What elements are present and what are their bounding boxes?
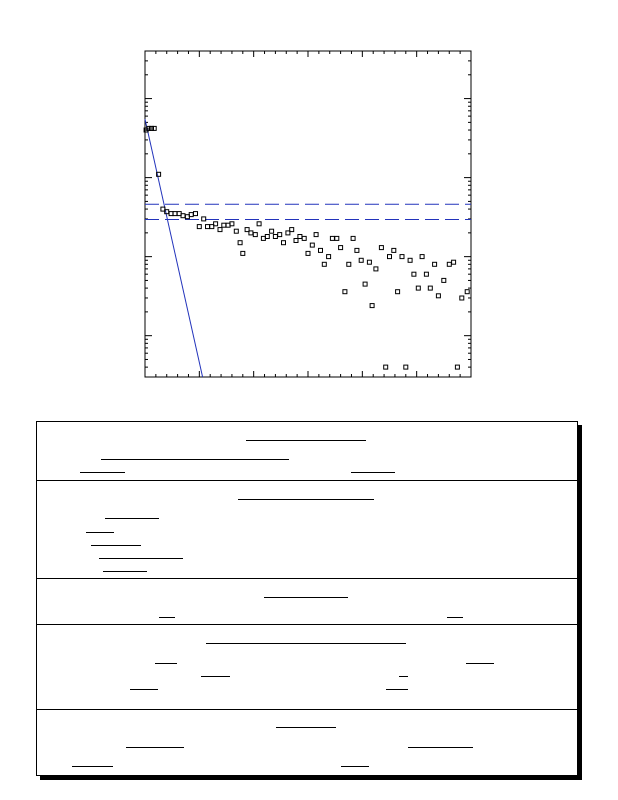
- data-point: [343, 290, 347, 294]
- data-point: [339, 246, 343, 250]
- data-point: [222, 223, 226, 227]
- data-point: [367, 260, 371, 264]
- data-point: [257, 222, 261, 226]
- panel-section: [37, 480, 577, 579]
- data-point: [416, 286, 420, 290]
- data-point: [400, 255, 404, 259]
- data-point: [396, 290, 400, 294]
- data-point: [152, 126, 156, 130]
- data-point: [241, 251, 245, 255]
- data-point: [202, 217, 206, 221]
- data-point: [384, 365, 388, 369]
- data-point: [234, 229, 238, 233]
- fit-line: [145, 119, 203, 377]
- data-point: [388, 255, 392, 259]
- data-point: [282, 241, 286, 245]
- panel-section: [37, 422, 577, 481]
- data-point: [302, 236, 306, 240]
- data-point: [335, 236, 339, 240]
- data-point: [310, 243, 314, 247]
- data-point: [197, 225, 201, 229]
- data-point: [327, 255, 331, 259]
- panel-section: [37, 625, 577, 710]
- data-point: [424, 272, 428, 276]
- data-point: [150, 126, 154, 130]
- data-point: [452, 260, 456, 264]
- data-point: [363, 282, 367, 286]
- data-point: [408, 258, 412, 262]
- data-point: [278, 233, 282, 237]
- data-point: [428, 286, 432, 290]
- panel-section: [37, 579, 577, 625]
- data-point: [447, 262, 451, 266]
- data-point: [412, 272, 416, 276]
- data-point: [294, 239, 298, 243]
- panel-section: [37, 710, 577, 775]
- data-point: [436, 294, 440, 298]
- data-point: [370, 304, 374, 308]
- data-point: [322, 262, 326, 266]
- data-point: [442, 278, 446, 282]
- data-point: [404, 365, 408, 369]
- data-point: [306, 251, 310, 255]
- data-point: [392, 248, 396, 252]
- data-point: [347, 262, 351, 266]
- data-point: [455, 365, 459, 369]
- data-point: [351, 236, 355, 240]
- data-point: [314, 233, 318, 237]
- data-point: [359, 258, 363, 262]
- data-point: [465, 290, 469, 294]
- data-point: [218, 228, 222, 232]
- data-point: [420, 255, 424, 259]
- data-point: [253, 233, 257, 237]
- reference-lines: [145, 119, 471, 377]
- data-point: [273, 235, 277, 239]
- data-point: [374, 267, 378, 271]
- data-point: [460, 296, 464, 300]
- data-point: [270, 229, 274, 233]
- data-point: [379, 246, 383, 250]
- data-point: [355, 248, 359, 252]
- data-point: [206, 225, 210, 229]
- data-point: [194, 212, 198, 216]
- data-point: [433, 262, 437, 266]
- data-point: [238, 241, 242, 245]
- info-panel: [36, 421, 578, 776]
- data-point: [330, 236, 334, 240]
- data-point: [319, 248, 323, 252]
- data-point: [298, 235, 302, 239]
